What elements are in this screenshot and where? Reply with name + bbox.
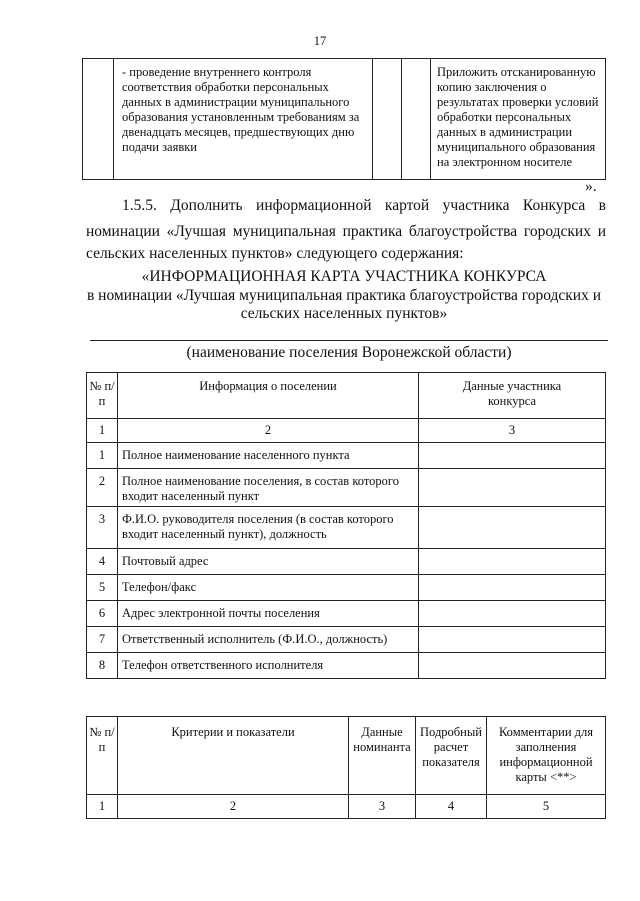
info-table-row: [87, 575, 606, 601]
top-table-cell-empty: [373, 59, 402, 180]
top-table-cell-empty: [83, 59, 114, 180]
criteria-col-num: 2: [118, 795, 349, 819]
top-table-left-text: - проведение внутреннего контроля соответствия обработки персональных данных в администрации муниципального образования установленным требованиям за двенадцать месяцев, предшествующих дню подачи заявки: [114, 59, 373, 180]
settlement-caption: (наименование поселения Воронежской области): [186, 344, 512, 361]
info-row-label: Ф.И.О. руководителя поселения (в состав которого входит населенный пункт), должность: [118, 507, 419, 549]
settlement-name-line: [90, 340, 608, 341]
page-number: 17: [313, 34, 327, 48]
heading-line-3: сельских населенных пунктов»: [240, 305, 448, 322]
info-table-row: [87, 601, 606, 627]
info-table: [86, 372, 606, 679]
info-row-label: Полное наименование поселения, в состав которого входит населенный пункт: [118, 469, 419, 507]
info-row-label: Телефон ответственного исполнителя: [118, 653, 419, 679]
info-row-number: 7: [87, 627, 118, 653]
info-table-row: [87, 469, 606, 507]
info-row-label: Ответственный исполнитель (Ф.И.О., должность): [118, 627, 419, 653]
info-table-header-num: № п/п: [87, 373, 118, 419]
info-row-value: [419, 469, 606, 507]
info-row-number: 6: [87, 601, 118, 627]
info-table-col-num: 3: [419, 419, 606, 443]
info-row-number: 3: [87, 507, 118, 549]
info-table-row: [87, 443, 606, 469]
info-row-value: [419, 575, 606, 601]
criteria-col-num: 1: [87, 795, 118, 819]
info-table-header-data: Данные участника конкурса: [419, 373, 606, 419]
heading-line-2: в номинации «Лучшая муниципальная практика благоустройства городских и: [86, 287, 602, 304]
criteria-col-num: 5: [487, 795, 606, 819]
criteria-col-num: 3: [349, 795, 416, 819]
info-table-header-info: Информация о поселении: [118, 373, 419, 419]
info-table-row: [87, 507, 606, 549]
top-table-cell-empty: [402, 59, 431, 180]
info-table-row: [87, 549, 606, 575]
info-row-value: [419, 601, 606, 627]
info-row-number: 2: [87, 469, 118, 507]
info-row-value: [419, 549, 606, 575]
criteria-header-criteria: Критерии и показатели: [118, 717, 349, 795]
info-row-label: Полное наименование населенного пункта: [118, 443, 419, 469]
criteria-header-comments: Комментарии для заполнения информационной карты <**>: [487, 717, 606, 795]
paragraph-line-1: 1.5.5. Дополнить информационной картой участника Конкурса в: [122, 197, 606, 214]
top-table-right-text: Приложить отсканированную копию заключения о результатах проверки условий обработки персональных данных в администрации муниципального образования на электронном носителе: [431, 59, 606, 180]
info-row-label: Адрес электронной почты поселения: [118, 601, 419, 627]
info-row-number: 5: [87, 575, 118, 601]
info-row-number: 1: [87, 443, 118, 469]
criteria-table: [86, 716, 606, 819]
info-row-label: Почтовый адрес: [118, 549, 419, 575]
info-row-value: [419, 653, 606, 679]
paragraph-line-3: сельских населенных пунктов» следующего содержания:: [86, 245, 464, 262]
top-table: [82, 58, 606, 180]
info-row-label: Телефон/факс: [118, 575, 419, 601]
criteria-col-num: 4: [416, 795, 487, 819]
info-row-number: 4: [87, 549, 118, 575]
closing-quote: ».: [585, 178, 597, 195]
criteria-header-num: № п/п: [87, 717, 118, 795]
info-row-value: [419, 443, 606, 469]
heading-line-1: «ИНФОРМАЦИОННАЯ КАРТА УЧАСТНИКА КОНКУРСА: [141, 268, 547, 285]
info-row-number: 8: [87, 653, 118, 679]
info-table-row: [87, 627, 606, 653]
criteria-header-calculation: Подробный расчет показателя: [416, 717, 487, 795]
paragraph-line-2: номинации «Лучшая муниципальная практика благоустройства городских и: [86, 223, 606, 240]
info-table-row: [87, 653, 606, 679]
info-table-col-num: 1: [87, 419, 118, 443]
info-row-value: [419, 507, 606, 549]
info-row-value: [419, 627, 606, 653]
criteria-header-nominee-data: Данные номинанта: [349, 717, 416, 795]
info-table-col-num: 2: [118, 419, 419, 443]
